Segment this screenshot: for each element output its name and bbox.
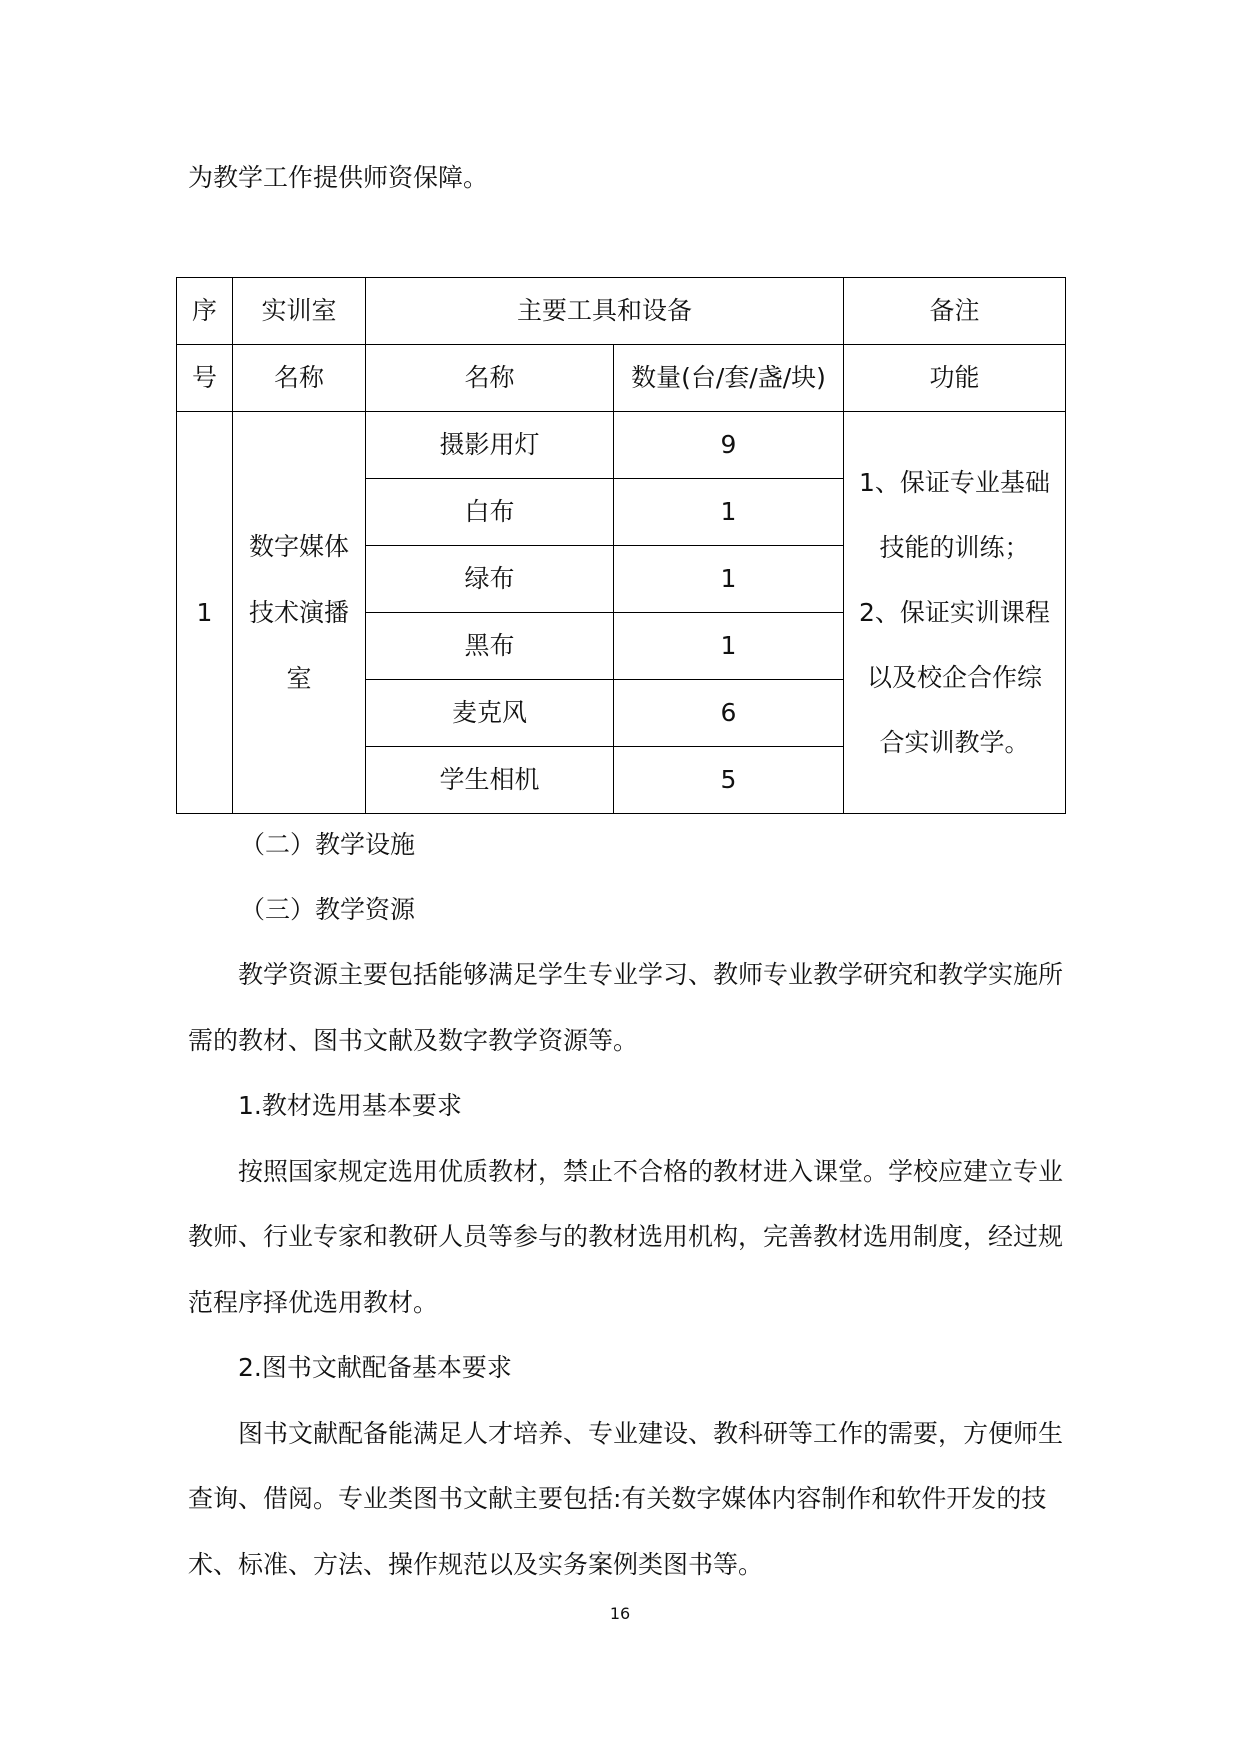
function-line: 1、保证专业基础 (859, 468, 1050, 497)
function-notes-cell (844, 412, 1066, 814)
intro-tail-text: 为教学工作提供师资保障。 (188, 163, 489, 192)
header-room-line1: 实训室 (233, 278, 366, 345)
room-name-cell (233, 412, 366, 814)
textbook-heading: 1.教材选用基本要求 (238, 1091, 462, 1120)
room-name-line: 室 (286, 663, 312, 693)
equipment-table (176, 277, 1066, 814)
item-name-cell: 学生相机 (366, 747, 614, 814)
room-name-line: 数字媒体 (248, 531, 349, 561)
header-seq-line2: 号 (177, 345, 233, 412)
textbook-paragraph-line: 按照国家规定选用优质教材，禁止不合格的教材进入课堂。学校应建立专业 (238, 1157, 1064, 1186)
section-heading-resources: （三）教学资源 (240, 895, 416, 924)
resources-paragraph-line: 需的教材、图书文献及数字教学资源等。 (188, 1026, 639, 1055)
resources-paragraph-line: 教学资源主要包括能够满足学生专业学习、教师专业教学研究和教学实施所 (238, 960, 1064, 989)
item-name-cell: 麦克风 (366, 680, 614, 747)
library-paragraph-line: 查询、借阅。专业类图书文献主要包括:有关数字媒体内容制作和软件开发的技 (188, 1484, 1047, 1513)
function-line: 合实训教学。 (879, 728, 1030, 757)
header-room-line2: 名称 (233, 345, 366, 412)
item-quantity-cell: 6 (614, 680, 844, 747)
header-seq-line1: 序 (177, 278, 233, 345)
room-name-line: 技术演播 (248, 597, 349, 627)
library-paragraph-line: 术、标准、方法、操作规范以及实务案例类图书等。 (188, 1550, 764, 1579)
item-quantity-cell: 9 (614, 412, 844, 479)
item-quantity-cell: 1 (614, 613, 844, 680)
table-header-row-1 (177, 278, 1066, 345)
header-col-function: 功能 (844, 345, 1066, 412)
section-heading-facilities: （二）教学设施 (240, 830, 416, 859)
page-number: 16 (609, 1604, 631, 1623)
function-line: 技能的训练； (879, 533, 1030, 562)
library-heading: 2.图书文献配备基本要求 (238, 1353, 512, 1382)
row-seq-cell: 1 (177, 412, 233, 814)
function-line: 以及校企合作综 (866, 663, 1042, 692)
item-name-cell: 白布 (366, 479, 614, 546)
item-name-cell: 黑布 (366, 613, 614, 680)
item-quantity-cell: 1 (614, 546, 844, 613)
item-name-cell: 绿布 (366, 546, 614, 613)
header-tools-group: 主要工具和设备 (366, 278, 844, 345)
textbook-paragraph-line: 教师、行业专家和教研人员等参与的教材选用机构，完善教材选用制度，经过规 (188, 1222, 1064, 1251)
library-paragraph-line: 图书文献配备能满足人才培养、专业建设、教科研等工作的需要，方便师生 (238, 1419, 1064, 1448)
textbook-paragraph-line: 范程序择优选用教材。 (188, 1288, 439, 1317)
header-col-name: 名称 (366, 345, 614, 412)
header-notes-group: 备注 (844, 278, 1066, 345)
item-quantity-cell: 1 (614, 479, 844, 546)
table-row (177, 412, 1066, 479)
function-line: 2、保证实训课程 (859, 598, 1050, 627)
header-col-quantity: 数量(台/套/盏/块) (614, 345, 844, 412)
item-quantity-cell: 5 (614, 747, 844, 814)
table-header-row-2 (177, 345, 1066, 412)
item-name-cell: 摄影用灯 (366, 412, 614, 479)
